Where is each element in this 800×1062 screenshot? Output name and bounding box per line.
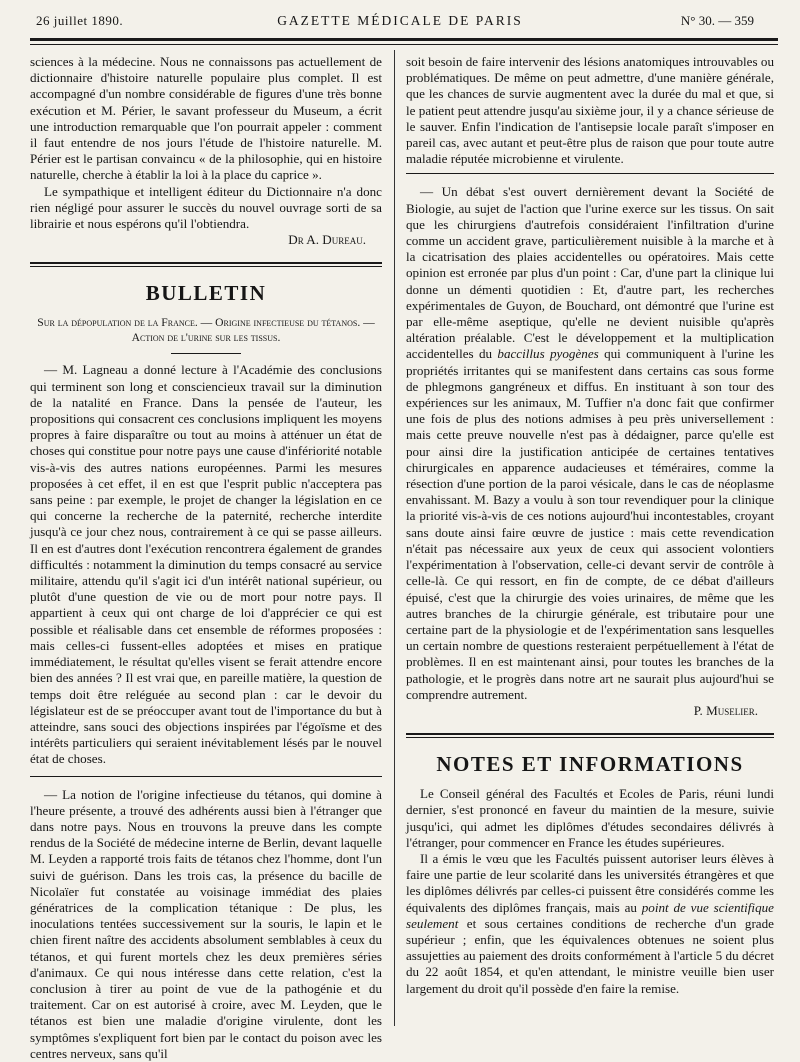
header-rule-thick xyxy=(30,38,778,41)
section-rule-thick xyxy=(30,262,382,264)
intro-paragraph-2: Le sympathique et intelligent éditeur du Dictionnaire n'a donc rien négligé pour assurer le succès du nouvel ouvrage sorti de sa librairie et nous espérons qu'il l'obtiendra. xyxy=(30,183,382,232)
notes-paragraph-2-part-a: Il a émis le vœu que les Facultés puissent autoriser leurs élèves à faire une partie de leur scolarité dans les universités étrangères et que les diplômes délivrés par celles-ci puissent être considérés comme les équivalents des diplômes français, mais au xyxy=(406,850,774,915)
notes-paragraph-1: Le Conseil général des Facultés et Ecoles de Paris, réuni lundi dernier, s'est prononcé en faveur du maintien de la mesure, suivie jusqu'ici, qui admet les diplômes d'études secondaires délivrés à l'étranger, pour commencer en France les études supérieures. xyxy=(406,786,774,850)
notes-rule-thin xyxy=(406,737,774,738)
header-page-number: N° 30. — 359 xyxy=(680,13,754,28)
section-rule-thin xyxy=(30,266,382,267)
bacillus-name: baccillus pyogènes xyxy=(497,346,599,362)
scientific-viewpoint-phrase: point de vue scientifique seulement xyxy=(406,899,774,931)
column-divider xyxy=(394,50,395,1026)
bulletin-paragraph-1: — M. Lagneau a donné lecture à l'Académie des conclusions qui terminent son long et consciencieux travail sur la diminution de la natalité en France. Dans la pensée de l'auteur, les propositions qui consacrent ces conclusions impliquent les moyens propres à faire disparaître ou tout au moins à atténuer un état de choses qui constitue pour notre pays une cause d'infériorité notable vis-à-vis des autres nations européennes. Parmi les mesures proposées à cet effet, il en est que l'esprit public n'acceptera pas sans peine : par exemple, le projet de changer la législation en ce qui concerne la recherche de la paternité, recherche interdite jusqu'à ce jour chez nous, contrairement à ce qui se passe ailleurs. Il en est d'autres dont l'exécution rencontrera également de grandes difficultés : notamment la diminution du temps consacré au service militaire, attendu qu'il s'agit ici d'un intérêt national supérieur, ou plutôt d'une question de vie ou de mort pour notre pays. Il appartient à ceux qui ont charge de loi d'apprécier ce qui est possible et réalisable dans cet ensemble de réformes proposées : mais celles-ci fussent-elles adoptées et mises en pratique immédiatement, le résultat qu'elles visent se ferait attendre encore bien des années ? Il est vrai que, en pareille matière, la question de temps doit être reléguée au second plan : car le devoir du législateur est de se préoccuper avant tout de l'importance du but à atteindre, sans souci des objections inspirées par l'égoïsme et des intérêts particuliers qui seraient inévitablement lésés par le nouvel état de choses. xyxy=(30,362,382,767)
bulletin-paragraph-2: — La notion de l'origine infectieuse du tétanos, qui domine à l'heure présente, a trouvé des adhérents aussi bien à l'étranger que dans notre pays. Nous en trouvons la preuve dans les compte rendus de la Société de médecine interne de Berlin, devant laquelle M. Leyden a rapporté trois faits de tétanos chez l'homme, dont l'un suivi de guérison. Dans les trois cas, la présence du bacille de Nicolaïer fut constatée au voisinage immédiat des plaies génératrices de la complication tétanique : De plus, les inoculations tentées successivement sur la souris, le lapin et le chien firent naître des accidents absolument semblables à ceux du tétanos, et qui furent mortels chez les deux premières séries d'animaux. Ce qui nous intéresse dans cette relation, c'est la conclusion à tirer au point de vue de la pathogénie et du traitement. Car on est autorisé à croire, avec M. Leyden, que le tétanos est bien une maladie d'origine virulente, dont les symptômes s'expliquent fort bien par le contact du poison avec les centres nerveux, sans qu'il xyxy=(30,786,382,1061)
subheading-rule xyxy=(171,353,241,354)
right-paragraph-1: soit besoin de faire intervenir des lésions anatomiques introuvables ou problématiques. De même on peut admettre, d'une manière générale, que les chances de survie augmentent avec la durée du mal et que, si le patient peut attendre jusqu'au sixième jour, il y a chance sérieuse de le sauver. Enfin l'indication de l'antisepsie locale paraît s'imposer en pareil cas, avec autant et peut-être plus de raison que pour toute autre maladie réputée microbienne et virulente. xyxy=(406,54,774,167)
page-header xyxy=(0,10,800,32)
right-paragraph-2-part-b: qui communiquent à l'urine les propriétés irritantes qui se manifestent dans certains cas sous forme de phlegmons gangréneux et diffus. En instituant à son tour des expériences sur les animaux, M. Tuffier n'a donc fait que confirmer une fois de plus des notions admises à peu près universellement : mais cette preuve nouvelle n'est pas à dédaigner, parce qu'elle est pour ainsi dire la justification anticipée de certaines tentatives chirurgicales en apparence audacieuses et téméraires, comme la résection d'une portion de la paroi vésicale, dans le cas de néoplasme envahissant. M. Bazy a voulu à son tour revendiquer pour la clinique la priorité vis-à-vis de ces notions aujourd'hui incontestables, croyant sans doute ainsi faire œuvre de justice : mais cette revendication n'était pas nécessaire aux yeux de ceux qui associent volontiers l'expérimentation à l'observation, celle-ci devant servir de contrôle à celle-là. Ce qui ressort, en fin de compte, de ce débat d'ailleurs épuisé, c'est que la chirurgie des voies urinaires, de même que les autres branches de la chirurgie générale, est tributaire pour une certaine part de la physiologie et de l'expérimentation sans lesquelles un certain nombre de questions resteraient perpétuellement à l'état de problèmes. Il en est maintenant ainsi, pour toutes les branches de la pathologie, et le progrès dans notre art ne saurait plus aujourd'hui se comprendre autrement. xyxy=(406,346,774,702)
right-column xyxy=(406,54,774,1030)
notes-rule-thick xyxy=(406,733,774,735)
right-signature: P. Muselier. xyxy=(693,702,758,718)
notes-title: NOTES ET INFORMATIONS xyxy=(436,752,744,777)
paragraph-separator xyxy=(30,776,382,777)
header-title: GAZETTE MÉDICALE DE PARIS xyxy=(277,13,523,28)
notes-paragraph-2 xyxy=(406,851,774,997)
intro-paragraph-1: sciences à la médecine. Nous ne connaissons pas actuellement de dictionnaire d'histoire naturelle populaire plus complet. Il est accompagné d'un nombre considérable de figures d'une très bonne exécution et M. Périer, le savant professeur du Museum, a écrit une introduction remarquable que l'on pourrait appeler : comment il faut entendre de nos jours l'étude de l'histoire naturelle. M. Périer est le partisan convaincu « de la philosophie, qui en histoire naturelle, cherche à établir la loi à la place du caprice ». xyxy=(30,54,382,183)
notes-paragraph-2-part-b: et sous certaines conditions de recherche d'un grade supérieur ; enfin, que les équivalences obtenues ne soient plus assujetties au paiement des droits conformément à l'article 5 du décret du 22 août 1854, et qu'en attendant, le ministre veuille bien user largement du droit qu'il possède d'en faire la remise. xyxy=(406,915,774,996)
right-paragraph-2 xyxy=(406,184,774,703)
bulletin-title: BULLETIN xyxy=(145,281,267,306)
right-paragraph-2-part-a: — Un débat s'est ouvert dernièrement devant la Société de Biologie, au sujet de l'action que l'urine exerce sur les tissus. On sait que les chirurgiens d'autrefois considéraient l'infiltration d'urine comme un accident grave, particulièrement nuisible à la marche et à la cicatrisation des plaies accidentelles ou opératoires. Mais cette opinion est erronée par plus d'un point : Car, d'une part la clinique lui donne un démenti quotidien : Et, d'autre part, les recherches expérimentales de Guyon, de Bouchard, ont démontré que l'urine est par elle-même aseptique, qu'elle ne devient nuisible qu'après altération préalable. C'est le développement et la multiplication accidentelles du xyxy=(406,184,774,362)
left-column xyxy=(30,54,382,1061)
paragraph-separator-right xyxy=(406,173,774,174)
header-rule-thin xyxy=(30,44,778,45)
bulletin-subheading: Sur la dépopulation de la France. — Origine infectieuse du tétanos. — Action de l'urine sur les tissus. xyxy=(37,316,375,345)
header-date: 26 juillet 1890. xyxy=(36,13,124,28)
intro-signature: Dr A. Dureau. xyxy=(288,232,366,248)
